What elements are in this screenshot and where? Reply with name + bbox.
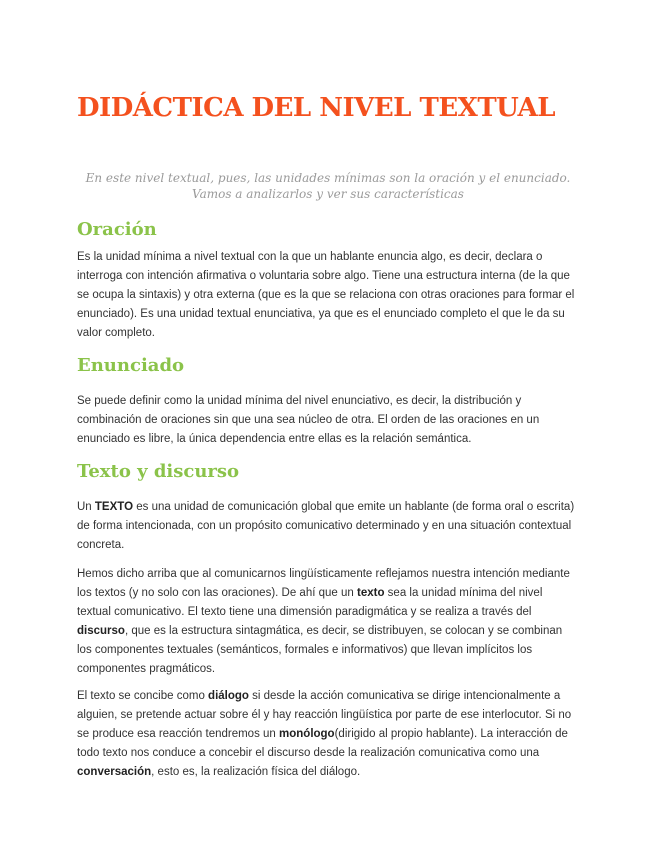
text-run: sea la unidad mínima del nivel textual comunicativo. El texto tiene una dimensión paradigmática y se realiza a través del bbox=[77, 587, 543, 618]
text-run: Un bbox=[77, 501, 95, 513]
paragraph-texto-3 bbox=[77, 687, 579, 782]
text-run: Hemos dicho arriba que al comunicarnos lingüísticamente reflejamos nuestra intención mediante los textos (y no solo con las oraciones). De ahí que un bbox=[77, 568, 570, 599]
page-title: DIDÁCTICA DEL NIVEL TEXTUAL bbox=[77, 93, 556, 123]
text-run: si desde la acción comunicativa se dirige intencionalmente a alguien, se pretende actuar sobre él y hay reacción lingüística por parte de ese interlocutor. Si no se produce esa reacción tendremos un bbox=[77, 690, 572, 740]
bold-term-texto-upper: TEXTO bbox=[94, 501, 134, 513]
bold-term-conversacion: conversación bbox=[77, 766, 152, 778]
bold-term-dialogo: diálogo bbox=[208, 690, 249, 702]
bold-term-monologo: monólogo bbox=[279, 728, 335, 740]
heading-oracion: Oración bbox=[77, 219, 157, 240]
text-run: , esto es, la realización física del diálogo. bbox=[151, 766, 361, 778]
heading-texto-discurso: Texto y discurso bbox=[77, 461, 240, 482]
text-run: El texto se concibe como bbox=[77, 690, 209, 702]
paragraph-texto-2 bbox=[77, 565, 579, 679]
bold-term-texto: texto bbox=[357, 587, 385, 599]
heading-enunciado: Enunciado bbox=[77, 355, 185, 376]
text-run: , que es la estructura sintagmática, es decir, se distribuyen, se colocan y se combinan los componentes textuales (semánticos, formales e informativos) que llevan implícitos los componentes pragmáticos. bbox=[77, 625, 563, 675]
paragraph-texto-1 bbox=[77, 498, 579, 555]
subtitle: En este nivel textual, pues, las unidades mínimas son la oración y el enunciado. Vamos a analizarlos y ver sus características bbox=[85, 171, 571, 201]
paragraph-oracion: Es la unidad mínima a nivel textual con la que un hablante enuncia algo, es decir, declara o interroga con intención afirmativa o voluntaria sobre algo. Tiene una estructura interna (de la que se ocupa la sintaxis) y otra externa (que es la que se relaciona con otras oraciones para formar el enunciado). Es una unidad textual enunciativa, ya que es el enunciado completo el que le da su valor completo. bbox=[77, 251, 575, 339]
text-run: (dirigido al propio hablante). La interacción de todo texto nos conduce a concebir el discurso desde la realización comunicativa como una bbox=[77, 728, 568, 759]
text-run: es una unidad de comunicación global que emite un hablante (de forma oral o escrita) de forma intencionada, con un propósito comunicativo determinado y en una situación contextual concreta. bbox=[77, 501, 575, 551]
bold-term-discurso: discurso bbox=[77, 625, 125, 637]
paragraph-enunciado: Se puede definir como la unidad mínima del nivel enunciativo, es decir, la distribución y combinación de oraciones sin que una sea núcleo de otra. El orden de las oraciones en un enunciado es libre, la única dependencia entre ellas es la relación semántica. bbox=[77, 395, 540, 445]
